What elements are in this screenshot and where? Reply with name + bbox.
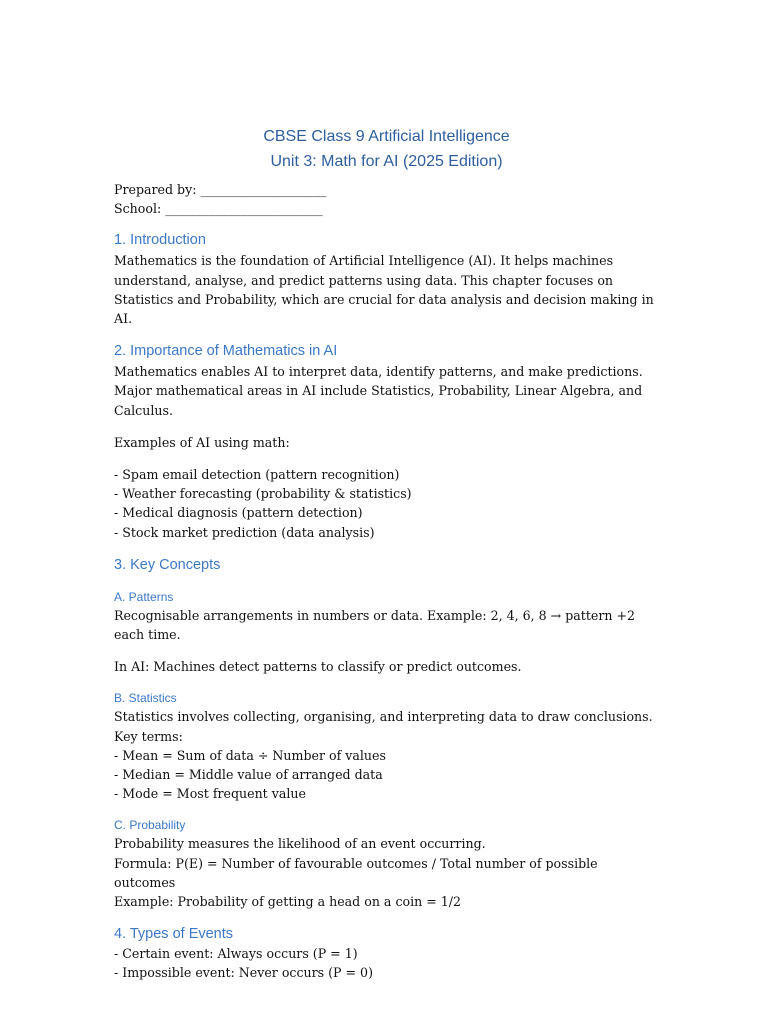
patterns-paragraph: Recognisable arrangements in numbers or data. Example: 2, 4, 6, 8 → pattern +2 each time. <box>114 607 636 643</box>
events-lines <box>114 944 659 982</box>
statistics-line: Key terms: <box>114 728 183 744</box>
examples-list <box>114 465 659 542</box>
list-item: - Spam email detection (pattern recognition) <box>114 467 400 483</box>
list-item: - Stock market prediction (data analysis) <box>114 524 375 540</box>
statistics-line: - Mean = Sum of data ÷ Number of values <box>114 747 386 763</box>
introduction-paragraph: Mathematics is the foundation of Artificial Intelligence (AI). It helps machines understand, analyse, and predict patterns using data. This chapter focuses on Statistics and Probability, which are crucial for data analysis and decision making in AI. <box>114 253 654 327</box>
document-content <box>114 124 659 983</box>
examples-label: Examples of AI using math: <box>114 434 290 450</box>
event-line: - Impossible event: Never occurs (P = 0) <box>114 965 373 981</box>
statistics-lines <box>114 707 659 803</box>
school-field: School: _________________________ <box>114 201 323 217</box>
probability-lines <box>114 834 659 911</box>
importance-paragraph: Mathematics enables AI to interpret data, identify patterns, and make predictions. Major mathematical areas in AI include Statistics, Probability, Linear Algebra, and Calculus. <box>114 364 643 418</box>
subheading-patterns: A. Patterns <box>114 589 174 604</box>
probability-line: Formula: P(E) = Number of favourable outcomes / Total number of possible outcomes <box>114 855 598 890</box>
section-heading-types-of-events: 4. Types of Events <box>114 926 234 943</box>
section-heading-introduction: 1. Introduction <box>114 232 206 249</box>
list-item: - Weather forecasting (probability & statistics) <box>114 486 412 502</box>
probability-line: Example: Probability of getting a head on a coin = 1/2 <box>114 894 462 910</box>
patterns-ai-note: In AI: Machines detect patterns to classify or predict outcomes. <box>114 659 522 675</box>
section-heading-importance: 2. Importance of Mathematics in AI <box>114 343 338 360</box>
statistics-line: - Median = Middle value of arranged data <box>114 767 383 783</box>
subheading-probability: C. Probability <box>114 818 186 833</box>
statistics-line: Statistics involves collecting, organising, and interpreting data to draw conclusions. <box>114 709 653 725</box>
subheading-statistics: B. Statistics <box>114 691 177 706</box>
prepared-by-field: Prepared by: ____________________ <box>114 182 327 197</box>
section-heading-key-concepts: 3. Key Concepts <box>114 556 221 573</box>
document-title-line-1: CBSE Class 9 Artificial Intelligence <box>263 128 510 145</box>
list-item: - Medical diagnosis (pattern detection) <box>114 505 363 521</box>
document-meta <box>114 180 659 218</box>
event-line: - Certain event: Always occurs (P = 1) <box>114 946 358 962</box>
statistics-line: - Mode = Most frequent value <box>114 786 306 802</box>
document-title-line-2: Unit 3: Math for AI (2025 Edition) <box>270 153 503 170</box>
probability-line: Probability measures the likelihood of an event occurring. <box>114 836 486 852</box>
